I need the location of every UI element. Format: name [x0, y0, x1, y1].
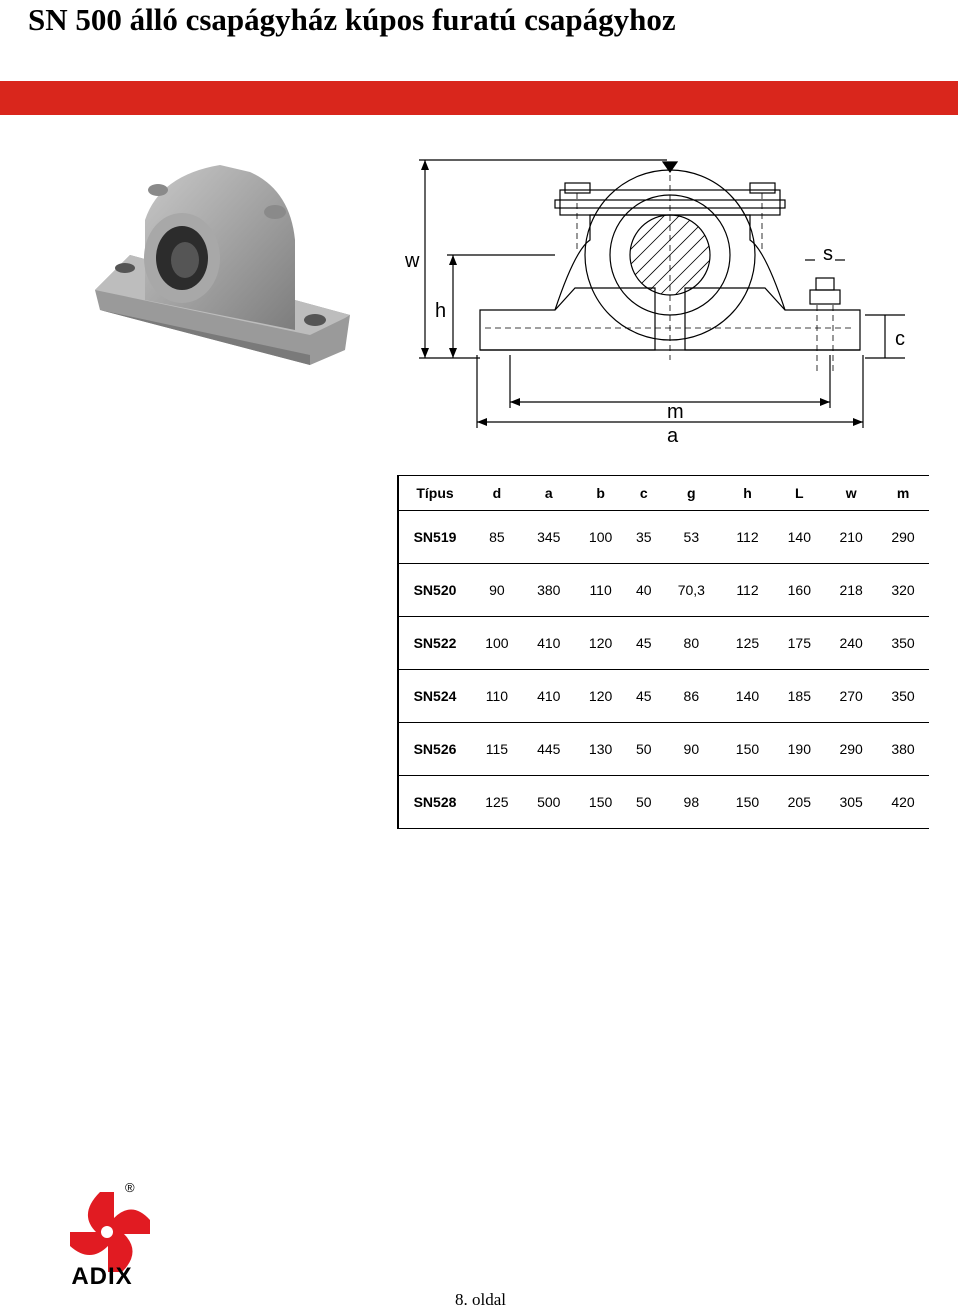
value-cell: 120: [575, 617, 627, 670]
page-title: SN 500 álló csapágyház kúpos furatú csapágyhoz: [28, 2, 676, 37]
value-cell: 445: [523, 723, 575, 776]
value-cell: 125: [471, 776, 523, 829]
col-header: g: [661, 476, 721, 511]
col-header: h: [722, 476, 774, 511]
value-cell: 350: [877, 617, 929, 670]
value-cell: 150: [722, 723, 774, 776]
value-cell: 350: [877, 670, 929, 723]
col-header: c: [627, 476, 662, 511]
value-cell: 85: [471, 511, 523, 564]
table-header-row: [398, 476, 929, 511]
type-cell: SN519: [398, 511, 471, 564]
value-cell: 140: [722, 670, 774, 723]
dim-label-s: s: [823, 243, 833, 265]
value-cell: 140: [773, 511, 825, 564]
value-cell: 150: [575, 776, 627, 829]
col-header: d: [471, 476, 523, 511]
product-photo: [90, 150, 365, 375]
value-cell: 100: [471, 617, 523, 670]
header-accent-bar: [0, 81, 958, 115]
value-cell: 305: [825, 776, 877, 829]
value-cell: 345: [523, 511, 575, 564]
col-header: m: [877, 476, 929, 511]
table-row: [398, 670, 929, 723]
registered-mark: ®: [125, 1180, 135, 1195]
type-cell: SN520: [398, 564, 471, 617]
logo-wordmark: ADIX: [71, 1263, 133, 1290]
value-cell: 110: [471, 670, 523, 723]
value-cell: 218: [825, 564, 877, 617]
value-cell: 115: [471, 723, 523, 776]
value-cell: 125: [722, 617, 774, 670]
table-row: [398, 511, 929, 564]
table-row: [398, 564, 929, 617]
dim-label-m: m: [667, 401, 684, 423]
value-cell: 290: [825, 723, 877, 776]
value-cell: 420: [877, 776, 929, 829]
value-cell: 50: [627, 776, 662, 829]
value-cell: 175: [773, 617, 825, 670]
value-cell: 190: [773, 723, 825, 776]
value-cell: 86: [661, 670, 721, 723]
table-row: [398, 617, 929, 670]
value-cell: 98: [661, 776, 721, 829]
type-cell: SN524: [398, 670, 471, 723]
dim-label-a: a: [667, 425, 679, 447]
dim-label-h: h: [435, 300, 447, 322]
value-cell: 130: [575, 723, 627, 776]
page-number: 8. oldal: [455, 1290, 506, 1309]
value-cell: 90: [661, 723, 721, 776]
value-cell: 112: [722, 564, 774, 617]
col-header: w: [825, 476, 877, 511]
type-cell: SN528: [398, 776, 471, 829]
value-cell: 53: [661, 511, 721, 564]
value-cell: 45: [627, 670, 662, 723]
value-cell: 45: [627, 617, 662, 670]
type-cell: SN526: [398, 723, 471, 776]
value-cell: 320: [877, 564, 929, 617]
col-header: Típus: [398, 476, 471, 511]
value-cell: 80: [661, 617, 721, 670]
col-header: L: [773, 476, 825, 511]
value-cell: 380: [877, 723, 929, 776]
value-cell: 112: [722, 511, 774, 564]
value-cell: 90: [471, 564, 523, 617]
value-cell: 160: [773, 564, 825, 617]
value-cell: 205: [773, 776, 825, 829]
value-cell: 185: [773, 670, 825, 723]
col-header: b: [575, 476, 627, 511]
value-cell: 290: [877, 511, 929, 564]
technical-drawing: [405, 150, 925, 450]
value-cell: 50: [627, 723, 662, 776]
table-row: [398, 723, 929, 776]
value-cell: 40: [627, 564, 662, 617]
value-cell: 150: [722, 776, 774, 829]
value-cell: 380: [523, 564, 575, 617]
value-cell: 410: [523, 670, 575, 723]
value-cell: 35: [627, 511, 662, 564]
dim-label-w: w: [405, 250, 420, 272]
value-cell: 240: [825, 617, 877, 670]
dim-label-c: c: [895, 328, 905, 350]
table-row: [398, 776, 929, 829]
value-cell: 70,3: [661, 564, 721, 617]
value-cell: 100: [575, 511, 627, 564]
value-cell: 120: [575, 670, 627, 723]
value-cell: 500: [523, 776, 575, 829]
value-cell: 270: [825, 670, 877, 723]
type-cell: SN522: [398, 617, 471, 670]
value-cell: 210: [825, 511, 877, 564]
col-header: a: [523, 476, 575, 511]
value-cell: 410: [523, 617, 575, 670]
value-cell: 110: [575, 564, 627, 617]
dimensions-table: [397, 475, 929, 829]
